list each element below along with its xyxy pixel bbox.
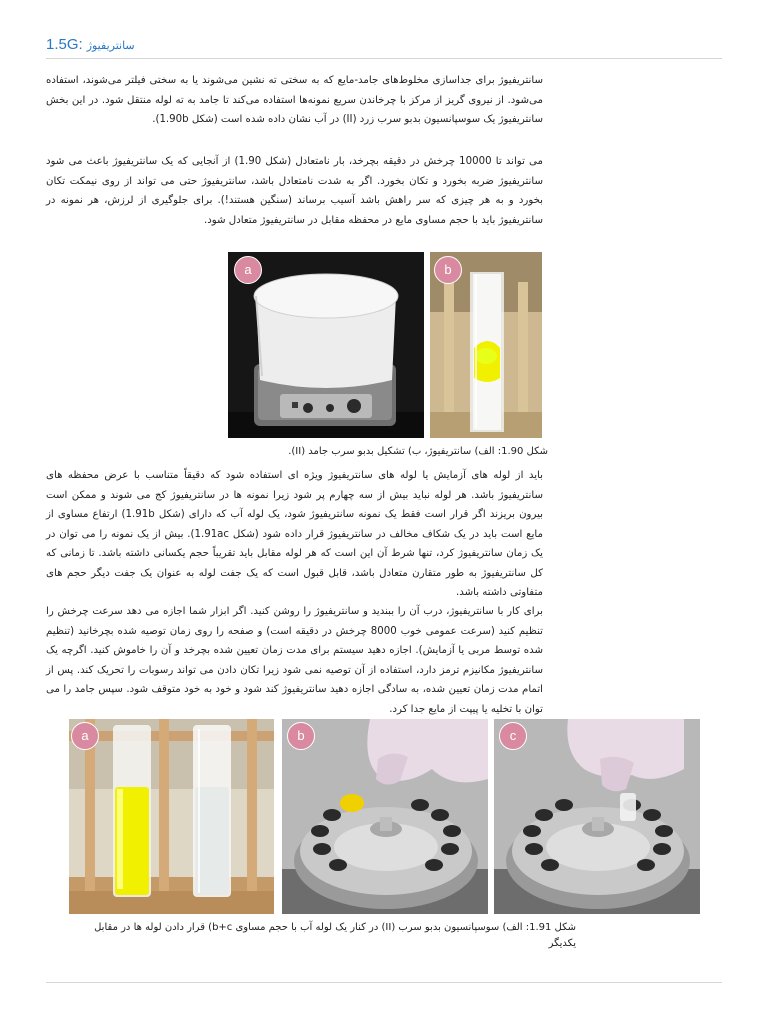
section-name: سانتریفیوژ <box>86 40 135 52</box>
rotor-insert-illustration <box>282 719 488 914</box>
figure-1-91-caption: شکل 1.91: الف) سوسپانسیون بدبو سرب (II) در کنار یک لوله آب با حجم مساوی b+c) قرار دادن لوله ها در مقابل یکدیگر <box>94 922 576 949</box>
paragraph-balance: می تواند تا 10000 چرخش در دقیقه بچرخد، بار نامتعادل (شکل 1.90) از آنجایی که یک سانتریفیوژ باعث می شود سانتریفیوژ ضربه بخورد و تکان بخورد. اگر به شدت نامتعادل باشد، سانتریفیوژ حتی می تواند از روی نیمکت تکان بخورد و به هر چیزی که سر راهش باشد آسیب برساند (سنگین هستند!). برای جلوگیری از لرزش، هر نمونه در سانتریفیوژ باید با حجم مساوی مایع در محفظه مقابل در سانتریفیوژ متعادل شود. <box>46 156 543 226</box>
figure-1-90b-precipitate <box>430 252 542 438</box>
figure-1-91a-tubes <box>69 719 274 914</box>
figure-1-91b-inserting <box>282 719 488 914</box>
paragraph-intro: سانتریفیوژ برای جداسازی مخلوط‌های جامد-مایع که به سختی ته نشین می‌شوند یا به سختی فیلتر می‌شوند، استفاده می‌شود. از نیروی گریز از مرکز با چرخاندن سریع نمونه‌ها استفاده می‌کند تا جامد به ته لوله منتقل شود. در این بخش سانتریفیوژ یک سوسپانسیون بدبو سرب زرد (II) در آب نشان داده شده است (شکل 1.90b). <box>46 75 543 125</box>
paragraph-tubes: باید از لوله های آزمایش یا لوله های سانتریفیوژ ویژه ای استفاده شود که دقیقاً متناسب با عرض محفظه های سانتریفیوژ باشد. هر لوله نباید بیش از سه چهارم پر شود زیرا نمونه ها در سانتریفیوژ کج می شوند و ممکن است بیرون بریزند اگر قرار است فقط یک نمونه سانتریفیوژ شود، یک لوله آب که دارای (شکل 1.91b) ارتفاع مساوی از مایع است باید در یک شکاف مخالف در سانتریفیوژ قرار داده شود (شکل 1.91ac). بیش از یک نمونه را می توان در یک زمان سانتریفیوژ کرد، تنها شرط آن این است که هر لوله مقابل باید تقریباً حجم یکسانی داشته باشد. تا زمانی که کل سانتریفیوژ به طور متقارن متعادل باشد، قابل قبول است که یک جفت لوله به عنوان یک جفت دیگر حجم های متفاوتی داشته باشد. <box>46 470 544 598</box>
header-divider <box>46 58 722 59</box>
figure-badge-a: a <box>234 256 262 284</box>
section-code: 1.5G: <box>46 36 83 53</box>
figure-badge-b: b <box>434 256 462 284</box>
rotor-balance-illustration <box>494 719 700 914</box>
figure-1-91c-balancing <box>494 719 700 914</box>
figure-badge-b: b <box>287 722 315 750</box>
section-title <box>46 36 135 53</box>
paragraph-operation: برای کار با سانتریفیوژ، درب آن را ببندید و سانتریفیوژ را روشن کنید. اگر ابزار شما اجازه می دهد سرعت چرخش را تنظیم کنید (سرعت عمومی خوب 8000 چرخش در دقیقه است) و صفحه را روی زمان توصیه شده بچرخانید (تنظیم شده توسط مربی یا آزمایش). اجازه دهید سیستم برای مدت زمان تعیین شده بچرخد و آن را خاموش کنید. اگرچه یک سانتریفیوژ مکانیزم ترمز دارد، استفاده از آن توصیه نمی شود زیرا تکان دادن می تواند رسوبات را تحریک کند. پس از اتمام مدت زمان تعیین شده، به سادگی اجازه دهید سانتریفیوژ کند شود و خود به خود متوقف شود. سپس جامد را می توان با تخلیه یا پیپت از مایع جدا کرد. <box>46 606 543 715</box>
page-header <box>46 36 722 58</box>
footer-divider <box>46 982 722 983</box>
balanced-tubes-illustration <box>69 719 274 914</box>
figure-1-90a-centrifuge <box>228 252 424 438</box>
figure-badge-c: c <box>499 722 527 750</box>
figure-1-90-caption: شکل 1.90: الف) سانتریفیوژ، ب) تشکیل بدبو سرب جامد (II). <box>288 446 548 457</box>
figure-badge-a: a <box>71 722 99 750</box>
